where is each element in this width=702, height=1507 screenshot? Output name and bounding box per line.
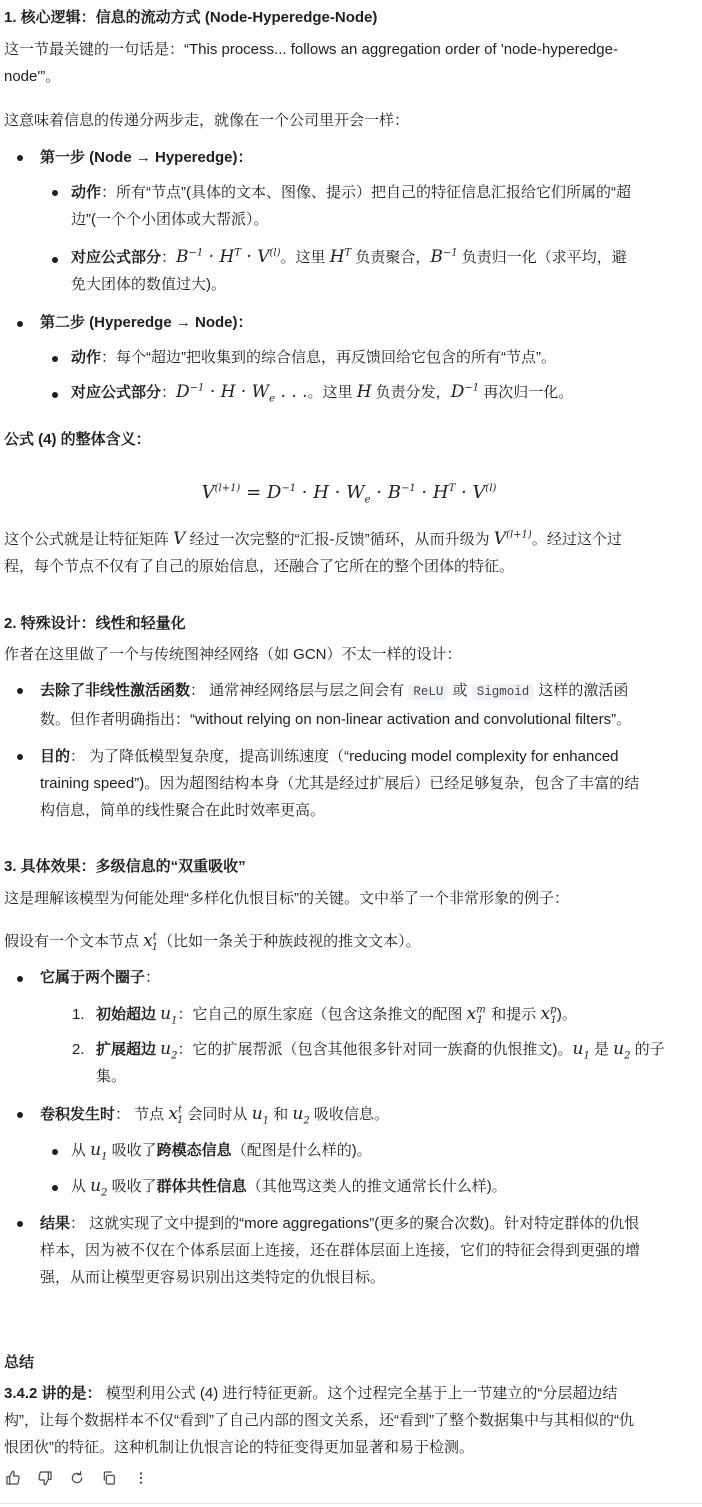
regenerate-icon[interactable] xyxy=(68,1469,86,1487)
bullet xyxy=(17,1112,23,1118)
paragraph-intro-2: 这意味着信息的传递分两步走，就像在一个公司里开会一样： xyxy=(4,112,410,129)
response-action-bar xyxy=(4,1466,150,1490)
list-item-convolution: 卷积发生时： 节点 $x^t_1$ 会同时从 $u_1$ 和 $u_2$ 吸收信息。 xyxy=(40,1104,389,1127)
divider xyxy=(0,1503,702,1504)
more-options-icon[interactable] xyxy=(132,1469,150,1487)
bullet xyxy=(52,356,58,362)
paragraph-meaning: 这个公式就是让特征矩阵 V 经过一次完整的“汇报-反馈”循环，从而升级为 $V^{(l+1)}$。经过这个过 程，每个节点不仅有了自己的原始信息，还融合了它所在的整个团体的特征。 xyxy=(4,529,622,575)
paragraph-s3-intro: 这是理解该模型为何能处理“多样化仇恨目标”的关键。文中举了一个非常形象的例子： xyxy=(4,890,569,907)
copy-icon[interactable] xyxy=(100,1469,118,1487)
summary-heading: 总结 xyxy=(4,1354,35,1371)
list-item-from-u1: 从 $u_1$ 吸收了跨模态信息（配图是什么样的)。 xyxy=(71,1140,372,1163)
list-item-initial-hyperedge-text: 初始超边 $u_1$：它自己的原生家庭（包含这条推文的配图 $x^m_1$ 和提示 $x^p_1$)。 xyxy=(96,1004,577,1027)
bullet xyxy=(17,754,23,760)
thumbs-down-icon[interactable] xyxy=(36,1469,54,1487)
list-number: 1. xyxy=(72,1006,85,1023)
section-heading-2: 2. 特殊设计：线性和轻量化 xyxy=(4,615,186,632)
paragraph-assume: 假设有一个文本节点 $x^t_1$（比如一条关于种族歧视的推文文本）。 xyxy=(4,931,421,954)
code-relu: ReLU xyxy=(408,684,448,700)
bullet xyxy=(17,1221,23,1227)
list-item-result: 结果： 这就实现了文中提到的“more aggregations”(更多的聚合次数)。针对特定群体的仇恨 样本，因为被不仅在个体系层面上连接，还在群体层面上连接，它们的特征会得到更强的增 强，从而让模型更容易识别出这类特定的仇恨目标。 xyxy=(40,1215,641,1286)
bullet xyxy=(52,1185,58,1191)
bullet xyxy=(17,976,23,982)
list-item-extended-hyperedge: 扩展超边 $u_2$：它的扩展帮派（包含其他很多针对同一族裔的仇恨推文)。$u_1$ 是 $u_2$ 的子 集。 xyxy=(96,1039,665,1085)
thumbs-up-icon[interactable] xyxy=(4,1469,22,1487)
list-item-step2-action: 动作：每个“超边”把收集到的综合信息，再反馈回给它包含的所有“节点”。 xyxy=(71,349,556,366)
list-item-circles: 它属于两个圈子： xyxy=(40,969,161,986)
bullet xyxy=(17,155,23,161)
list-item-nonlinear: 去除了非线性激活函数： 通常神经网络层与层之间会有 ReLU 或 Sigmoid 这样的激活函 数。但作者明确指出：“without relying on non-linear activation and convolutional filters”。 xyxy=(40,682,632,728)
bullet xyxy=(52,1149,58,1155)
bullet xyxy=(52,257,58,263)
list-number: 2. xyxy=(72,1041,85,1058)
paragraph-intro: 这一节最关键的一句话是：“This process... follows an aggregation order of 'node-hyperedge- node'”。 xyxy=(4,41,618,85)
list-item-purpose: 目的： 为了降低模型复杂度，提高训练速度（“reducing model complexity for enhanced training speed”)。因为超图结构本身（尤其是经过扩展后）已经足够复杂，包含了丰富的结 构信息，简单的线性聚合在此时效率更高。 xyxy=(40,748,640,819)
list-item-step1-formula: 对应公式部分：$B^{-1} \cdot H^T \cdot V^{(l)}$。这里 $H^T$ 负责聚合，$B^{-1}$ 负责归一化（求平均，避 免大团体的数值过大)。 xyxy=(71,247,627,293)
bullet xyxy=(17,321,23,327)
section-heading-1: 1. 核心逻辑：信息的流动方式 (Node-Hyperedge-Node) xyxy=(4,9,378,26)
code-sigmoid: Sigmoid xyxy=(472,684,535,700)
list-item-step1-action: 动作：所有“节点”(具体的文本、图像、提示）把自己的特征信息汇报给它们所属的“超 边”(一个个小团体或大帮派）。 xyxy=(71,184,631,228)
bullet xyxy=(17,688,23,694)
list-item-step2: 第二步 (Hyperedge → Node)： xyxy=(40,314,253,331)
formula-4: $V^{(l+1)} = D^{-1} \cdot H \cdot W_e \cdot B^{-1} \cdot H^T \cdot V^{(l)}$ xyxy=(201,482,497,506)
section-heading-3: 3. 具体效果：多级信息的“双重吸收” xyxy=(4,858,246,875)
list-item-step2-formula: 对应公式部分：$D^{-1} \cdot H \cdot W_e$ . . .。这里 H 负责分发，$D^{-1}$ 再次归一化。 xyxy=(71,382,574,405)
list-item-from-u2: 从 $u_2$ 吸收了群体共性信息（其他骂这类人的推文通常长什么样)。 xyxy=(71,1176,507,1199)
list-item-step1: 第一步 (Node → Hyperedge)： xyxy=(40,149,253,166)
bullet xyxy=(52,392,58,398)
bullet xyxy=(52,190,58,196)
formula-heading: 公式 (4) 的整体含义： xyxy=(4,431,151,448)
paragraph-s2-intro: 作者在这里做了一个与传统图神经网络（如 GCN）不太一样的设计： xyxy=(4,646,462,663)
paragraph-summary: 3.4.2 讲的是： 模型利用公式 (4) 进行特征更新。这个过程完全基于上一节建立的“分层超边结 构”，让每个数据样本不仅“看到”了自己内部的图文关系，还“看到”了整个数据集中与其相似的“仇 恨团伙”的特征。这种机制让仇恨言论的特征变得更加显著和易于检测。 xyxy=(4,1385,634,1456)
